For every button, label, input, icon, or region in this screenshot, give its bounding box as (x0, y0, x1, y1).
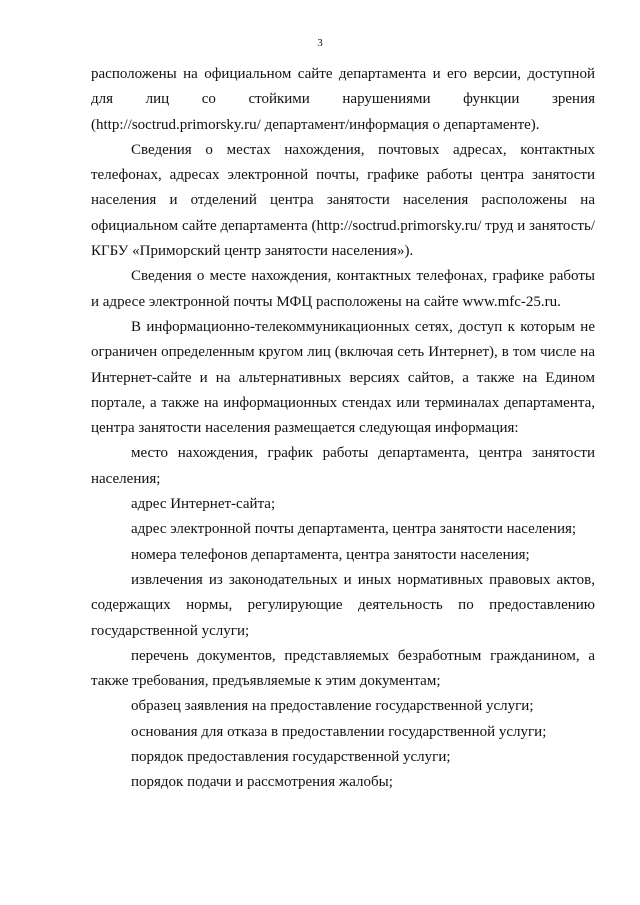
page-number: 3 (317, 37, 323, 49)
list-item-email-address: адрес электронной почты департамента, центра занятости населения; (131, 521, 577, 538)
paragraph-mfc-info: Сведения о месте нахождения, контактных телефонах, графике работы и адресе электронной почты МФЦ расположены на сайте www.mfc-25.ru. (91, 268, 595, 310)
paragraph-employment-center-info: Сведения о местах нахождения, почтовых адресах, контактных телефонах, адресах электронной почты, графике работы центра занятости населения и отделений центра занятости населения расположены на официальном сайте департамента (http://soctrud.primorsky.ru/ труд и занятость/КГБУ «Приморский центр занятости населения»). (91, 141, 595, 260)
paragraph-published-info-intro: В информационно-телекоммуникационных сетях, доступ к которым не ограничен определенным кругом лиц (включая сеть Интернет), в том числе на Интернет-сайте и на альтернативных версиях сайтов, а также на Едином портале, а также на информационных стендах или терминалах департамента, центра занятости населения размещается следующая информация: (91, 318, 595, 437)
list-item-service-procedure: порядок предоставления государственной услуги; (131, 749, 451, 766)
list-item-documents-list: перечень документов, представляемых безработным гражданином, а также требования, предъявляемые к этим документам; (91, 647, 595, 690)
body-text (91, 62, 595, 796)
list-item-complaint-procedure: порядок подачи и рассмотрения жалобы; (131, 774, 393, 791)
list-item-application-sample: образец заявления на предоставление государственной услуги; (131, 698, 534, 715)
list-item-location-schedule: место нахождения, график работы департамента, центра занятости населения; (91, 445, 595, 487)
list-item-refusal-grounds: основания для отказа в предоставлении государственной услуги; (131, 723, 547, 740)
paragraph-official-site-continuation: расположены на официальном сайте департамента и его версии, доступной для лиц со стойкими нарушениями функции зрения (http://soctrud.primorsky.ru/ департамент/информация о департаменте). (91, 66, 595, 133)
list-item-legal-extracts: извлечения из законодательных и иных нормативных правовых актов, содержащих нормы, регулирующие деятельность по предоставлению государственной услуги; (91, 571, 595, 639)
list-item-website-address: адрес Интернет-сайта; (131, 496, 276, 513)
list-item-phone-numbers: номера телефонов департамента, центра занятости населения; (131, 546, 530, 563)
